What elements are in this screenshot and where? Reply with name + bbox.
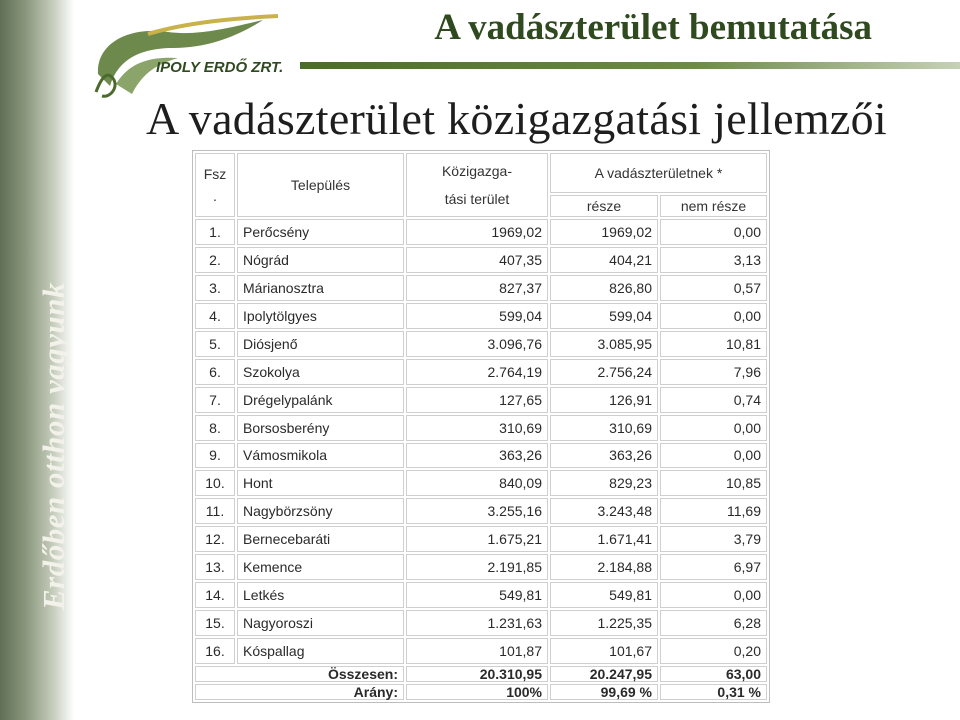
header-fsz xyxy=(195,153,235,217)
company-logo xyxy=(88,14,298,104)
row-kozig-area: 599,04 xyxy=(406,303,548,329)
header-bar xyxy=(300,62,960,69)
row-hunting-part: 2.756,24 xyxy=(550,359,658,385)
row-settlement: Kóspallag xyxy=(237,638,404,664)
row-number: 4. xyxy=(195,303,235,329)
row-number: 15. xyxy=(195,610,235,636)
ratio-nem: 0,31 % xyxy=(660,684,767,700)
ratio-label: Arány: xyxy=(195,684,404,700)
row-settlement: Hont xyxy=(237,470,404,496)
table-row xyxy=(195,610,767,636)
table-row xyxy=(195,582,767,608)
row-settlement: Perőcsény xyxy=(237,219,404,245)
row-hunting-part: 404,21 xyxy=(550,247,658,273)
slide-title: A vadászterület bemutatása xyxy=(434,7,872,48)
row-not-hunting-part: 3,13 xyxy=(660,247,767,273)
row-settlement: Nagybörzsöny xyxy=(237,498,404,524)
table-row xyxy=(195,219,767,245)
row-kozig-area: 2.191,85 xyxy=(406,554,548,580)
data-table xyxy=(193,151,769,702)
row-kozig-area: 1.675,21 xyxy=(406,526,548,552)
row-kozig-area: 3.255,16 xyxy=(406,498,548,524)
row-number: 10. xyxy=(195,470,235,496)
row-not-hunting-part: 0,74 xyxy=(660,387,767,413)
row-settlement: Diósjenő xyxy=(237,331,404,357)
row-settlement: Bernecebaráti xyxy=(237,526,404,552)
municipality-table xyxy=(192,150,770,703)
row-kozig-area: 101,87 xyxy=(406,638,548,664)
table-row xyxy=(195,387,767,413)
row-settlement: Ipolytölgyes xyxy=(237,303,404,329)
row-not-hunting-part: 10,81 xyxy=(660,331,767,357)
totals-resze: 20.247,95 xyxy=(550,666,658,682)
table-row xyxy=(195,331,767,357)
row-hunting-part: 1.225,35 xyxy=(550,610,658,636)
row-number: 5. xyxy=(195,331,235,357)
table-row xyxy=(195,443,767,469)
row-kozig-area: 407,35 xyxy=(406,247,548,273)
row-hunting-part: 1.671,41 xyxy=(550,526,658,552)
row-number: 3. xyxy=(195,275,235,301)
table-row xyxy=(195,554,767,580)
row-hunting-part: 1969,02 xyxy=(550,219,658,245)
header-kozig-line1: Közigazga- xyxy=(441,163,513,179)
ratio-resze: 99,69 % xyxy=(550,684,658,700)
header-kozig-line2: tási terület xyxy=(444,191,510,207)
table-row xyxy=(195,470,767,496)
row-hunting-part: 2.184,88 xyxy=(550,554,658,580)
row-kozig-area: 363,26 xyxy=(406,443,548,469)
row-kozig-area: 2.764,19 xyxy=(406,359,548,385)
row-hunting-part: 599,04 xyxy=(550,303,658,329)
table-row xyxy=(195,415,767,441)
header-nem-resze: nem része xyxy=(660,195,767,217)
row-hunting-part: 3.085,95 xyxy=(550,331,658,357)
row-not-hunting-part: 0,00 xyxy=(660,415,767,441)
row-hunting-part: 101,67 xyxy=(550,638,658,664)
row-not-hunting-part: 11,69 xyxy=(660,498,767,524)
row-number: 9. xyxy=(195,443,235,469)
row-not-hunting-part: 0,20 xyxy=(660,638,767,664)
row-settlement: Nagyoroszi xyxy=(237,610,404,636)
row-kozig-area: 549,81 xyxy=(406,582,548,608)
row-number: 13. xyxy=(195,554,235,580)
row-kozig-area: 827,37 xyxy=(406,275,548,301)
row-settlement: Nógrád xyxy=(237,247,404,273)
row-not-hunting-part: 0,57 xyxy=(660,275,767,301)
row-number: 14. xyxy=(195,582,235,608)
row-hunting-part: 126,91 xyxy=(550,387,658,413)
header-vad-group: A vadászterületnek * xyxy=(550,153,767,193)
row-not-hunting-part: 6,28 xyxy=(660,610,767,636)
ratio-kozig: 100% xyxy=(406,684,548,700)
row-not-hunting-part: 0,00 xyxy=(660,582,767,608)
row-not-hunting-part: 0,00 xyxy=(660,303,767,329)
table-row xyxy=(195,247,767,273)
row-not-hunting-part: 0,00 xyxy=(660,219,767,245)
row-settlement: Letkés xyxy=(237,582,404,608)
row-hunting-part: 363,26 xyxy=(550,443,658,469)
row-number: 1. xyxy=(195,219,235,245)
logo-text: IPOLY ERDŐ ZRT. xyxy=(156,59,284,76)
row-settlement: Borsosberény xyxy=(237,415,404,441)
row-settlement: Márianosztra xyxy=(237,275,404,301)
header-fsz-label: Fsz xyxy=(203,166,227,182)
row-kozig-area: 1.231,63 xyxy=(406,610,548,636)
row-not-hunting-part: 6,97 xyxy=(660,554,767,580)
row-number: 11. xyxy=(195,498,235,524)
row-kozig-area: 840,09 xyxy=(406,470,548,496)
sidebar-slogan: Erdőben otthon vagyunk xyxy=(36,282,71,610)
left-sidebar-banner xyxy=(0,0,74,720)
table-row xyxy=(195,359,767,385)
logo-leaf-icon xyxy=(88,14,298,104)
row-settlement: Szokolya xyxy=(237,359,404,385)
totals-kozig: 20.310,95 xyxy=(406,666,548,682)
row-kozig-area: 310,69 xyxy=(406,415,548,441)
row-number: 6. xyxy=(195,359,235,385)
row-hunting-part: 3.243,48 xyxy=(550,498,658,524)
row-settlement: Kemence xyxy=(237,554,404,580)
row-hunting-part: 310,69 xyxy=(550,415,658,441)
row-hunting-part: 829,23 xyxy=(550,470,658,496)
slide-subtitle: A vadászterület közigazgatási jellemzői xyxy=(146,93,888,144)
row-number: 12. xyxy=(195,526,235,552)
totals-label: Összesen: xyxy=(195,666,404,682)
header-telepules: Település xyxy=(237,153,404,217)
totals-nem: 63,00 xyxy=(660,666,767,682)
row-kozig-area: 1969,02 xyxy=(406,219,548,245)
table-row xyxy=(195,303,767,329)
row-hunting-part: 826,80 xyxy=(550,275,658,301)
header-fsz-dot: . xyxy=(213,188,217,204)
header-resze: része xyxy=(550,195,658,217)
table-row xyxy=(195,526,767,552)
table-row xyxy=(195,498,767,524)
row-not-hunting-part: 10,85 xyxy=(660,470,767,496)
row-not-hunting-part: 3,79 xyxy=(660,526,767,552)
row-number: 2. xyxy=(195,247,235,273)
row-number: 16. xyxy=(195,638,235,664)
row-settlement: Drégelypalánk xyxy=(237,387,404,413)
row-settlement: Vámosmikola xyxy=(237,443,404,469)
row-number: 7. xyxy=(195,387,235,413)
row-not-hunting-part: 7,96 xyxy=(660,359,767,385)
row-kozig-area: 3.096,76 xyxy=(406,331,548,357)
table-row xyxy=(195,275,767,301)
row-number: 8. xyxy=(195,415,235,441)
row-kozig-area: 127,65 xyxy=(406,387,548,413)
row-hunting-part: 549,81 xyxy=(550,582,658,608)
table-row xyxy=(195,638,767,664)
row-not-hunting-part: 0,00 xyxy=(660,443,767,469)
header-kozig xyxy=(406,153,548,217)
